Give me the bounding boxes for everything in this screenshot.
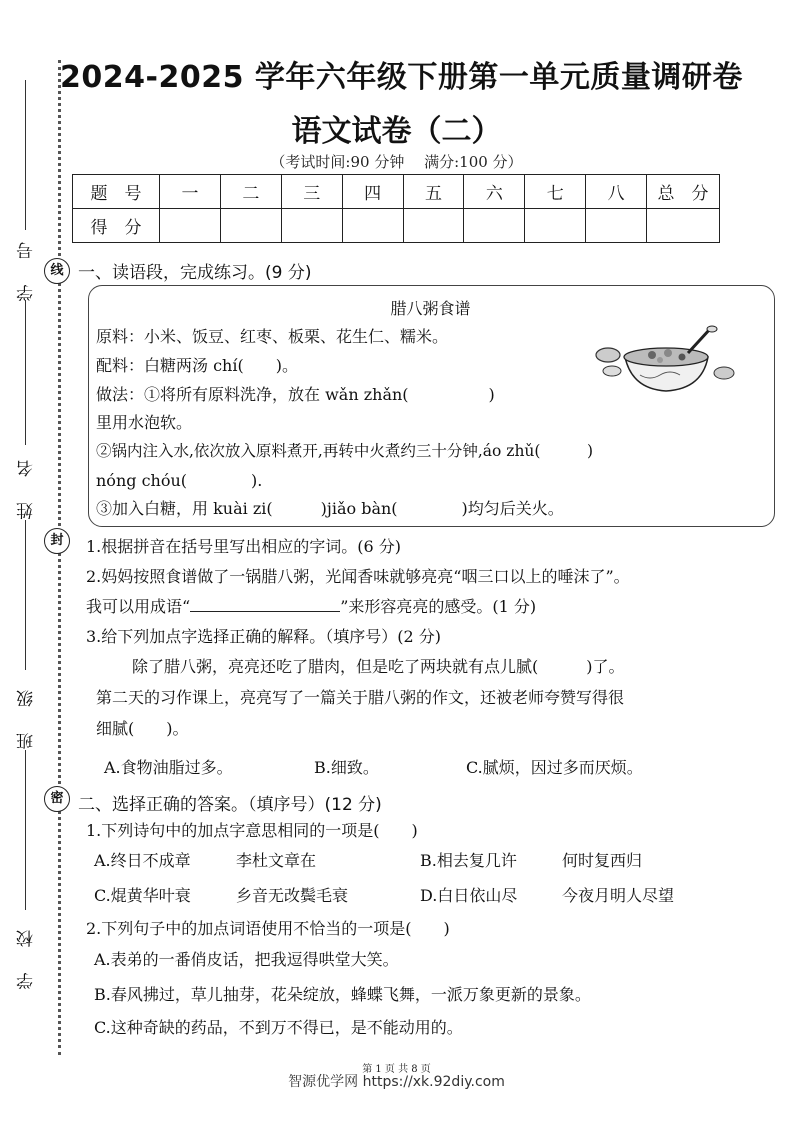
option-a-line2: 李杜文章在 [236,851,317,870]
name-line [25,300,26,445]
option-c: C.腻烦，因过多而厌烦。 [466,758,643,777]
question-1-1: 1.根据拼音在括号里写出相应的字词。(6 分) [86,537,402,556]
binding-dotted-line [58,60,61,1055]
score-table [72,174,720,243]
score-input-cell[interactable] [342,209,403,243]
seal-secret-mark: 密 [44,786,70,812]
school-label: 学 校 [17,920,37,990]
seal-seal-mark: 封 [44,528,70,554]
option-c-line2: 乡音无改鬓毛衰 [236,886,349,905]
exam-title: 2024-2025 学年六年级下册第一单元质量调研卷 [60,60,743,95]
option-a: A.终日不成章 [94,851,191,870]
option-b: B.相去复几许 [420,851,517,870]
class-line [25,520,26,670]
option-b: B.细致。 [314,758,379,777]
question-text: ”来形容亮亮的感受。(1 分) [340,597,537,616]
score-input-cell[interactable] [647,209,720,243]
seal-line-mark: 线 [44,258,70,284]
watermark: 智源优学网 https://xk.92diy.com [288,1074,505,1090]
score-table-cell: 七 [525,175,586,209]
exam-subtitle: 语文试卷（二） [291,114,502,149]
porridge-bowl-icon [590,325,740,395]
score-table-score-row [73,209,720,243]
score-table-cell: 四 [342,175,403,209]
score-table-cell: 三 [281,175,342,209]
option-b: B.春风拂过，草儿抽芽，花朵绽放，蜂蝶飞舞，一派万象更新的景象。 [94,985,591,1004]
class-label: 班 级 [17,680,37,750]
question-1-3: 3.给下列加点字选择正确的解释。（填序号）(2 分) [86,627,442,646]
exam-info: （考试时间:90 分钟 满分:100 分） [270,153,523,171]
passage-line: 细腻( )。 [96,719,189,738]
recipe-line: ③加入白糖，用 kuài zi( )jiǎo bàn( )均匀后关火。 [96,499,564,518]
question-2-1: 1.下列诗句中的加点字意思相同的一项是( ) [86,821,418,840]
score-table-cell: 一 [160,175,221,209]
option-d-line2: 今夜月明人尽望 [562,886,675,905]
option-c: C.焜黄华叶衰 [94,886,191,905]
school-line [25,750,26,910]
section1-heading: 一、读语段，完成练习。(9 分) [78,263,312,283]
recipe-line: 做法：①将所有原料洗净，放在 wǎn zhǎn( ) [96,385,495,404]
score-table-cell: 总 分 [647,175,720,209]
recipe-line: nóng chóu( ). [96,471,263,490]
score-table-cell: 六 [464,175,525,209]
passage-line: 除了腊八粥，亮亮还吃了腊肉，但是吃了两块就有点儿腻( )了。 [132,657,625,676]
score-input-cell[interactable] [160,209,221,243]
section2-heading: 二、选择正确的答案。（填序号）(12 分) [78,795,382,815]
recipe-line: ②锅内注入水,依次放入原料煮开,再转中火煮约三十分钟,áo zhǔ( ) [96,442,594,460]
recipe-line: 里用水泡软。 [96,413,193,432]
option-c: C.这种奇缺的药品，不到万不得已，是不能动用的。 [94,1018,463,1037]
passage-line: 第二天的习作课上，亮亮写了一篇关于腊八粥的作文，还被老师夸赞写得很 [96,688,625,707]
score-input-cell[interactable] [464,209,525,243]
score-table-cell: 八 [586,175,647,209]
page-footer: 第 1 页 共 8 页 [362,1064,431,1075]
score-input-cell[interactable] [220,209,281,243]
student-no-label: 学 号 [17,232,37,302]
option-b-line2: 何时复西归 [562,851,643,870]
option-a: A.食物油脂过多。 [104,758,233,777]
score-table-header-row [73,175,720,209]
recipe-line: 配料：白糖两汤 chí( )。 [96,356,298,375]
score-table-cell: 得 分 [73,209,160,243]
score-table-cell: 五 [403,175,464,209]
question-2-2: 2.下列句子中的加点词语使用不恰当的一项是( ) [86,919,450,938]
recipe-title: 腊八粥食谱 [390,299,471,318]
option-a: A.表弟的一番俏皮话，把我逗得哄堂大笑。 [94,950,399,969]
score-input-cell[interactable] [403,209,464,243]
option-d: D.白日依山尽 [420,886,518,905]
question-1-2-cont [86,594,536,617]
question-text: 我可以用成语“ [86,597,191,616]
idiom-answer-blank[interactable] [190,597,340,612]
score-table-cell: 题 号 [73,175,160,209]
recipe-line: 原料：小米、饭豆、红枣、板栗、花生仁、糯米。 [96,327,449,346]
question-1-2: 2.妈妈按照食谱做了一锅腊八粥，光闻香味就够亮亮“咽三口以上的唾沫了”。 [86,567,630,586]
score-table-cell: 二 [220,175,281,209]
name-label: 姓 名 [17,450,37,520]
score-input-cell[interactable] [525,209,586,243]
score-input-cell[interactable] [281,209,342,243]
score-input-cell[interactable] [586,209,647,243]
